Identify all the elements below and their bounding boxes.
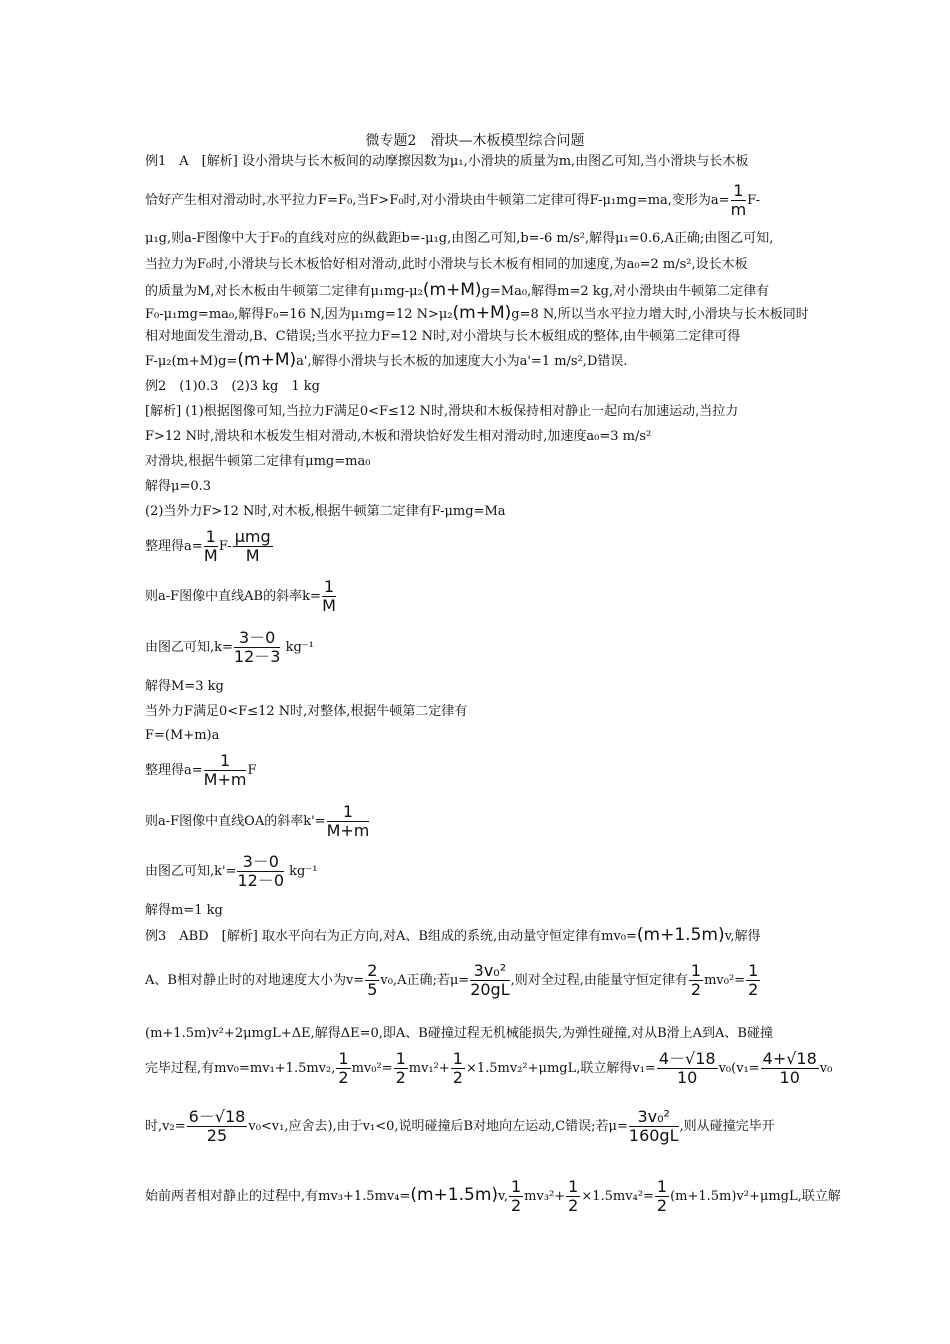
ex2-line-13: 则a-F图像中直线OA的斜率k'= $\frac{1}{M+m}$: [145, 802, 370, 840]
ex2-answer: 例2 (1)0.3 (2)3 kg 1 kg: [145, 379, 320, 394]
ex2-line-4: 解得μ=0.3: [145, 479, 212, 494]
ex3-line-2: A、B相对静止时的对地速度大小为v= $\frac{2}{5}$ v₀,A正确;若μ= $\frac{\text{3v₀²}}{20gL}$ ,则对全过程,由能量守恒定律有 $\frac{1}{2}$ mv₀²= $\frac{1}{2}$: [145, 961, 759, 999]
ex2-line-1: [解析] (1)根据图像可知,当拉力F满足0<F≤12 N时,滑块和木板保持相对静止一起向右加速运动,当拉力: [145, 404, 739, 419]
ex2-line-5: (2)当外力F>12 N时,对木板,根据牛顿第二定律有F-μmg=Ma: [145, 504, 506, 519]
ex2-line-11: F=(M+m)a: [145, 728, 220, 743]
ex3-line-3: (m+1.5m)v²+2μmgL+ΔE,解得ΔE=0,即A、B碰撞过程无机械能损失,为弹性碰撞,对从B滑上A到A、B碰撞: [145, 1026, 773, 1041]
ex2-line-15: 解得m=1 kg: [145, 903, 223, 918]
ex1-line-7: 相对地面发生滑动,B、C错误;当水平拉力F=12 N时,对小滑块与长木板组成的整体,由牛顿第二定律可得: [145, 329, 741, 344]
ex1-line-4: 当拉力为F₀时,小滑块与长木板恰好相对滑动,此时小滑块与长木板有相同的加速度,为a₀=2 m/s²,设长木板: [145, 257, 748, 272]
ex1-line-8: F-μ₂(m+M)g=(m+M)a',解得小滑块与长木板的加速度大小为a'=1 m/s²,D错误.: [145, 350, 628, 370]
ex1-line-2: 恰好产生相对滑动时,水平拉力F=F₀,当F>F₀时,对小滑块由牛顿第二定律可得F-μ₁mg=ma,变形为a= $\frac{1}{m}$ F-: [145, 181, 761, 219]
ex1-line-5: 的质量为M,对长木板由牛顿第二定律有μ₁mg-μ₂(m+M)g=Ma₀,解得m=2 kg,对小滑块由牛顿第二定律有: [145, 280, 770, 300]
ex2-line-7: 则a-F图像中直线AB的斜率k= $\frac{1}{M}$: [145, 577, 336, 615]
ex3-line-1: 例3 ABD [解析] 取水平向右为正方向,对A、B组成的系统,由动量守恒定律有mv₀=(m+1.5m)v,解得: [145, 925, 761, 945]
fraction: $\frac{1}{m}$: [730, 181, 747, 219]
ex3-line-5: 时,v₂= $\frac{6-√18}{25}$ v₀<v₁,应舍去),由于v₁<0,说明碰撞后B对地向左运动,C错误;若μ= $\frac{\text{3v₀²}}{160gL}$ ,则从碰撞完毕开: [145, 1107, 775, 1145]
ex2-line-14: 由图乙可知,k'= $\frac{3-0}{12-0}$ kg⁻¹: [145, 852, 318, 890]
page-title: 微专题2 滑块—木板模型综合问题: [365, 133, 585, 149]
ex2-line-2: F>12 N时,滑块和木板发生相对滑动,木板和滑块恰好发生相对滑动时,加速度a₀=3 m/s²: [145, 429, 652, 444]
ex1-line-1: 例1 A [解析] 设小滑块与长木板间的动摩擦因数为μ₁,小滑块的质量为m,由图乙可知,当小滑块与长木板: [145, 154, 749, 169]
ex2-line-12: 整理得a= $\frac{1}{M+m}$ F: [145, 751, 257, 789]
ex2-line-3: 对滑块,根据牛顿第二定律有μmg=ma₀: [145, 454, 371, 469]
ex3-line-4: 完毕过程,有mv₀=mv₁+1.5mv₂, $\frac{1}{2}$ mv₀²= $\frac{1}{2}$ mv₁²+ $\frac{1}{2}$ ×1.5mv₂²+μmgL,联立解得v₁= $\frac{4-√18}{10}$ v₀(v₁= $\frac{4+√18}{10}$ v₀: [145, 1049, 833, 1087]
ex1-line-3: μ₁g,则a-F图像中大于F₀的直线对应的纵截距b=-μ₁g,由图乙可知,b=-6 m/s²,解得μ₁=0.6,A正确;由图乙可知,: [145, 231, 774, 246]
ex2-line-10: 当外力F满足0<F≤12 N时,对整体,根据牛顿第二定律有: [145, 704, 468, 719]
ex2-line-8: 由图乙可知,k= $\frac{3-0}{12-3}$ kg⁻¹: [145, 628, 314, 666]
ex3-line-6: 始前两者相对静止的过程中,有mv₃+1.5mv₄=(m+1.5m)v, $\frac{1}{2}$ mv₃²+ $\frac{1}{2}$ ×1.5mv₄²= $\frac{1}{2}$ (m+1.5m)v²+μmgL,联立解: [145, 1177, 841, 1215]
ex2-line-9: 解得M=3 kg: [145, 679, 224, 694]
ex2-line-6: 整理得a= $\frac{1}{M}$ F- μmg M: [145, 527, 271, 565]
ex1-line-6: F₀-μ₁mg=ma₀,解得F₀=16 N,因为μ₁mg=12 N>μ₂(m+M)g=8 N,所以当水平拉力增大时,小滑块与长木板同时: [145, 303, 809, 323]
